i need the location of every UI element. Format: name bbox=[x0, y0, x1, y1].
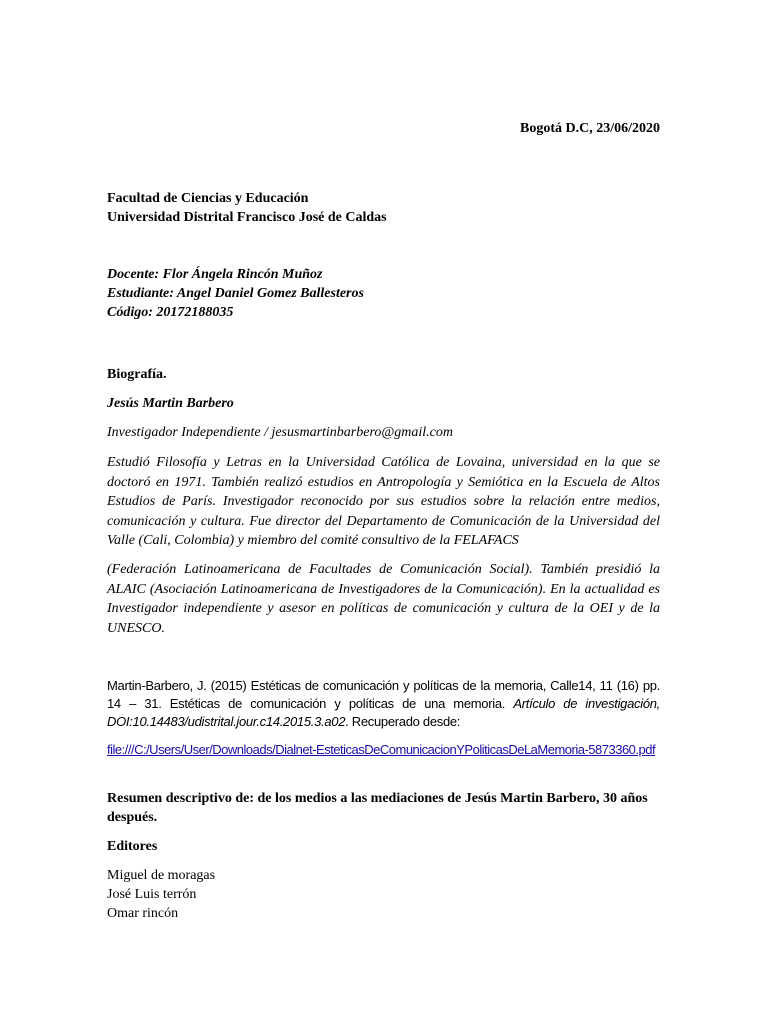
citation-tail: . Recuperado desde: bbox=[345, 714, 461, 729]
bio-paragraph-1: Estudió Filosofía y Letras en la Universidad Católica de Lovaina, universidad en la que se doctoró en 1971. También realizó estudios en Antropología y Semiótica en la Escuela de Altos Estudios de París. Investigador reconocido por sus estudios sobre la relación entre medios, comunicación y cultura. Fue director del Departamento de Comunicación de la Universidad del Valle (Cali, Colombia) y miembro del comité consultivo de la FELAFACS bbox=[107, 455, 660, 548]
editor-item: José Luis terrón bbox=[107, 887, 197, 902]
editors-heading bbox=[107, 837, 660, 856]
student-code: Código: 20172188035 bbox=[107, 305, 234, 320]
bio-name bbox=[107, 394, 660, 413]
editor-item: Omar rincón bbox=[107, 906, 179, 921]
citation bbox=[107, 677, 660, 731]
editor-item: Miguel de moragas bbox=[107, 868, 216, 883]
summary-title: Resumen descriptivo de: de los medios a las mediaciones de Jesús Martin Barbero, 30 años después. bbox=[107, 791, 648, 825]
citation-article-type: Artículo de investigación, bbox=[513, 696, 660, 711]
bio-heading bbox=[107, 365, 660, 384]
citation-link[interactable]: file:///C:/Users/User/Downloads/Dialnet-EsteticasDeComunicacionYPoliticasDeLaMemoria-5873360.pdf bbox=[107, 742, 656, 757]
bio-role bbox=[107, 423, 660, 442]
people-block bbox=[107, 265, 660, 322]
citation-text: Martin-Barbero, J. (2015) Estéticas de comunicación y políticas de la memoria, Calle14, 11 (16) pp. 14 – 31. Estéticas de comunicación y políticas de una memoria. bbox=[107, 678, 660, 711]
institution-block bbox=[107, 189, 660, 227]
bio-paragraph-2: (Federación Latinoamericana de Facultades de Comunicación Social). También presidió la ALAIC (Asociación Latinoamericana de Investigadores de la Comunicación). En la actualidad es Investigador independiente y asesor en políticas de comunicación y cultura de la OEI y de la UNESCO. bbox=[107, 562, 660, 636]
citation-link-block bbox=[107, 739, 660, 760]
editors-list bbox=[107, 866, 660, 923]
citation-doi: DOI:10.14483/udistrital.jour.c14.2015.3.a02 bbox=[107, 714, 346, 729]
faculty-name: Facultad de Ciencias y Educación bbox=[107, 191, 309, 206]
document-date: Bogotá D.C, 23/06/2020 bbox=[520, 121, 660, 136]
student-name: Estudiante: Angel Daniel Gomez Ballesteros bbox=[107, 286, 364, 301]
bio-role-text: Investigador Independiente / jesusmartinbarbero@gmail.com bbox=[107, 425, 453, 440]
teacher-name: Docente: Flor Ángela Rincón Muñoz bbox=[107, 267, 323, 282]
editors-heading-text: Editores bbox=[107, 839, 158, 854]
university-name: Universidad Distrital Francisco José de Caldas bbox=[107, 210, 387, 225]
bio-name-text: Jesús Martin Barbero bbox=[107, 396, 234, 411]
bio-heading-text: Biografía. bbox=[107, 367, 167, 382]
